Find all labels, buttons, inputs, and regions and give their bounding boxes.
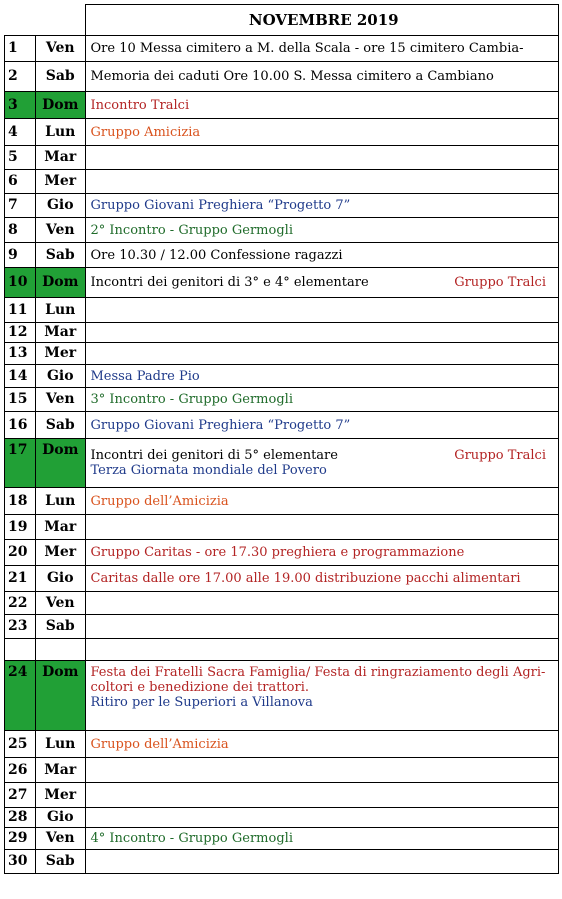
header-row (5, 5, 559, 36)
day-number: 3 (5, 92, 36, 119)
event-cell (85, 92, 559, 119)
weekday: Sab (36, 62, 86, 92)
day-number: 24 (5, 661, 36, 731)
event-text: Terza Giornata mondiale del Povero (90, 463, 327, 478)
weekday: Sab (36, 412, 86, 439)
weekday: Sab (36, 243, 86, 268)
day-row (5, 439, 559, 488)
event-cell (85, 783, 559, 808)
day-number: 13 (5, 343, 36, 365)
day-row (5, 758, 559, 783)
day-number: 21 (5, 566, 36, 592)
day-number: 15 (5, 388, 36, 412)
event-cell (85, 365, 559, 388)
day-row (5, 388, 559, 412)
event-cell (85, 488, 559, 515)
day-row (5, 218, 559, 243)
event-text: Memoria dei caduti Ore 10.00 S. Messa cimitero a Cambiano (90, 69, 494, 84)
weekday: Mer (36, 783, 86, 808)
day-number: 23 (5, 615, 36, 639)
day-number: 19 (5, 515, 36, 540)
day-number: 4 (5, 119, 36, 146)
corner-cell (5, 5, 36, 36)
calendar-table (4, 4, 559, 874)
day-number: 12 (5, 323, 36, 343)
event-text: Messa Padre Pio (90, 368, 200, 384)
weekday: Ven (36, 218, 86, 243)
event-text: 2° Incontro - Gruppo Germogli (90, 222, 293, 238)
event-text: Caritas dalle ore 17.00 alle 19.00 distribuzione pacchi alimentari (90, 571, 521, 586)
weekday: Gio (36, 566, 86, 592)
event-cell (85, 615, 559, 639)
day-number: 11 (5, 298, 36, 323)
day-row (5, 540, 559, 566)
event-cell (85, 850, 559, 874)
day-number: 9 (5, 243, 36, 268)
weekday: Mer (36, 170, 86, 194)
event-group: Gruppo Tralci (454, 448, 546, 463)
day-row (5, 194, 559, 218)
weekday (36, 639, 86, 661)
event-text: Incontri dei genitori di 5° elementare (90, 448, 338, 463)
event-cell (85, 62, 559, 92)
weekday: Ven (36, 388, 86, 412)
month-title: NOVEMBRE 2019 (85, 5, 559, 36)
day-row (5, 808, 559, 828)
event-text: Ore 10.30 / 12.00 Confessione ragazzi (90, 247, 343, 263)
event-text: Ritiro per le Superiori a Villanova (90, 695, 313, 710)
weekday: Lun (36, 731, 86, 758)
corner-cell (36, 5, 86, 36)
event-line (91, 275, 559, 290)
day-number: 2 (5, 62, 36, 92)
event-text: 3° Incontro - Gruppo Germogli (90, 392, 293, 407)
event-line (91, 448, 559, 463)
day-row (5, 62, 559, 92)
day-row (5, 146, 559, 170)
event-cell (85, 119, 559, 146)
event-cell (85, 592, 559, 615)
day-row (5, 783, 559, 808)
event-text: coltori e benedizione dei trattori. (90, 680, 310, 695)
event-cell (85, 194, 559, 218)
weekday: Ven (36, 828, 86, 850)
day-row (5, 731, 559, 758)
day-number: 28 (5, 808, 36, 828)
day-row (5, 268, 559, 298)
event-cell (85, 268, 559, 298)
day-row (5, 323, 559, 343)
weekday: Gio (36, 194, 86, 218)
day-number: 27 (5, 783, 36, 808)
weekday: Mer (36, 540, 86, 566)
day-row (5, 298, 559, 323)
weekday: Dom (36, 92, 86, 119)
event-cell (85, 218, 559, 243)
weekday: Sab (36, 615, 86, 639)
day-number: 10 (5, 268, 36, 298)
day-row (5, 412, 559, 439)
weekday: Lun (36, 119, 86, 146)
event-text: Gruppo dell’Amicizia (90, 493, 229, 509)
weekday: Ven (36, 592, 86, 615)
day-number: 14 (5, 365, 36, 388)
weekday: Mar (36, 146, 86, 170)
event-cell (85, 731, 559, 758)
day-row (5, 170, 559, 194)
event-cell (85, 36, 559, 62)
event-cell (85, 146, 559, 170)
event-cell (85, 412, 559, 439)
event-cell (85, 343, 559, 365)
event-group: Gruppo Tralci (454, 275, 546, 290)
weekday: Gio (36, 365, 86, 388)
event-text: Gruppo dell’Amicizia (90, 736, 229, 752)
weekday: Mer (36, 343, 86, 365)
weekday: Lun (36, 298, 86, 323)
day-row (5, 828, 559, 850)
day-number: 17 (5, 439, 36, 488)
event-text: 4° Incontro - Gruppo Germogli (90, 831, 293, 846)
event-cell (85, 566, 559, 592)
event-cell (85, 298, 559, 323)
event-cell (85, 170, 559, 194)
weekday: Mar (36, 323, 86, 343)
event-text: Gruppo Giovani Preghiera “Progetto 7” (90, 198, 351, 213)
day-number: 25 (5, 731, 36, 758)
event-cell (85, 515, 559, 540)
day-row (5, 850, 559, 874)
day-number: 7 (5, 194, 36, 218)
day-number: 26 (5, 758, 36, 783)
day-number: 6 (5, 170, 36, 194)
weekday: Dom (36, 661, 86, 731)
day-row (5, 243, 559, 268)
event-cell (85, 661, 559, 731)
weekday: Dom (36, 439, 86, 488)
day-number: 8 (5, 218, 36, 243)
event-text: Incontro Tralci (90, 97, 190, 113)
day-row (5, 615, 559, 639)
day-row (5, 488, 559, 515)
weekday: Sab (36, 850, 86, 874)
day-number: 20 (5, 540, 36, 566)
day-number: 18 (5, 488, 36, 515)
event-cell (85, 439, 559, 488)
event-cell (85, 758, 559, 783)
day-row (5, 343, 559, 365)
event-cell (85, 388, 559, 412)
event-text: Ore 10 Messa cimitero a M. della Scala - ore 15 cimitero Cambia- (90, 41, 524, 56)
day-number: 5 (5, 146, 36, 170)
day-row (5, 639, 559, 661)
day-row (5, 365, 559, 388)
event-text: Festa dei Fratelli Sacra Famiglia/ Festa di ringraziamento degli Agri- (90, 665, 546, 680)
weekday: Dom (36, 268, 86, 298)
event-text: Gruppo Caritas - ore 17.30 preghiera e programmazione (90, 545, 465, 560)
event-cell (85, 323, 559, 343)
event-text: Gruppo Giovani Preghiera “Progetto 7” (90, 417, 351, 433)
weekday: Lun (36, 488, 86, 515)
day-number: 22 (5, 592, 36, 615)
weekday: Ven (36, 36, 86, 62)
day-row (5, 515, 559, 540)
day-row (5, 661, 559, 731)
day-number: 30 (5, 850, 36, 874)
weekday: Mar (36, 758, 86, 783)
event-cell (85, 808, 559, 828)
day-number: 1 (5, 36, 36, 62)
event-cell (85, 639, 559, 661)
event-text: Incontri dei genitori di 3° e 4° elementare (90, 275, 369, 290)
day-number (5, 639, 36, 661)
event-text: Gruppo Amicizia (90, 124, 201, 140)
event-cell (85, 243, 559, 268)
day-row (5, 92, 559, 119)
weekday: Mar (36, 515, 86, 540)
day-number: 16 (5, 412, 36, 439)
day-row (5, 119, 559, 146)
event-cell (85, 828, 559, 850)
day-row (5, 566, 559, 592)
weekday: Gio (36, 808, 86, 828)
day-number: 29 (5, 828, 36, 850)
day-row (5, 592, 559, 615)
day-row (5, 36, 559, 62)
event-cell (85, 540, 559, 566)
